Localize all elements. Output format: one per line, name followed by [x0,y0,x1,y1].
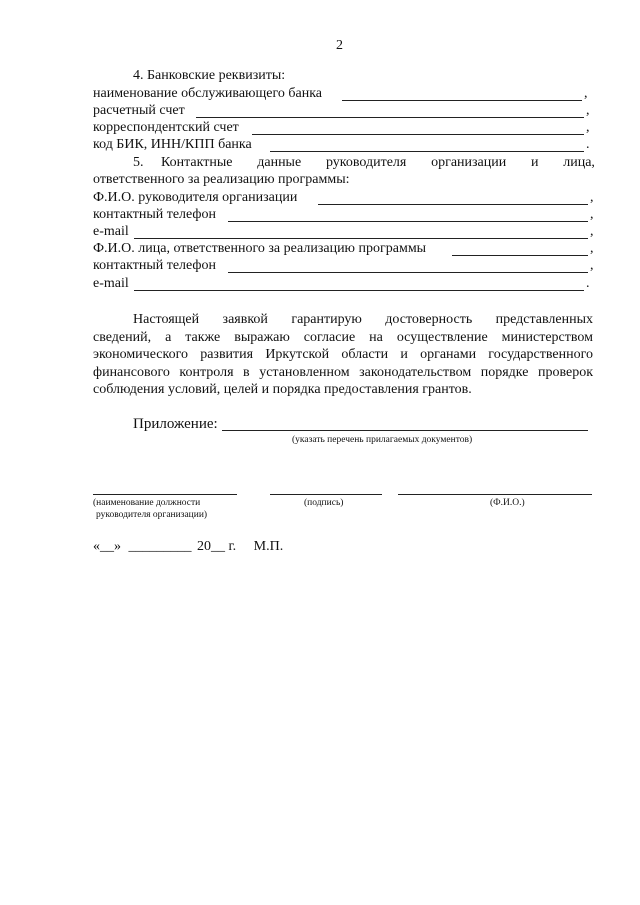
head-phone-comma: , [590,207,594,222]
resp-email-period: . [586,276,590,291]
section4-heading: 4. Банковские реквизиты: [133,68,286,83]
head-phone-label: контактный телефон [93,207,216,222]
account-label: расчетный счет [93,103,185,118]
head-fio-field[interactable] [318,204,588,205]
bank-name-field[interactable] [342,100,582,101]
account-field[interactable] [196,117,584,118]
bank-name-comma: , [584,86,588,101]
bank-name-label: наименование обслуживающего банка [93,86,323,101]
declaration-paragraph [93,311,593,399]
resp-phone-comma: , [590,258,594,273]
declaration-line: экономического развития Иркутской области и органами государственного [93,347,593,362]
section5-heading-word: данные [257,155,302,170]
date-year[interactable]: 20__ г. [197,539,237,554]
fio-field[interactable] [398,494,592,495]
head-fio-label: Ф.И.О. руководителя организации [93,190,298,205]
resp-phone-label: контактный телефон [93,258,216,273]
bik-label: код БИК, ИНН/КПП банка [93,137,252,152]
bik-period: . [586,137,590,152]
section5-heading-word: руководителя [325,155,407,170]
section5-heading-word: и [531,155,539,170]
resp-email-label: e-mail [93,276,129,291]
declaration-line: Настоящей заявкой гарантирую достоверность представленных [133,312,593,327]
head-fio-comma: , [590,190,594,205]
position-field[interactable] [93,494,237,495]
bik-field[interactable] [270,151,584,152]
signature-field[interactable] [270,494,382,495]
section5-heading [161,155,595,171]
attachment-label: Приложение: [133,416,218,432]
head-phone-field[interactable] [228,221,588,222]
head-email-comma: , [590,224,594,239]
account-comma: , [586,103,590,118]
declaration-line: сведений, а также выражаю согласие на осуществление министерством [93,329,593,345]
section5-number: 5. [133,155,144,170]
section5-heading-word: организации [431,155,507,170]
section5-heading-line2: ответственного за реализацию программы: [93,172,350,187]
resp-phone-field[interactable] [228,272,588,273]
position-hint-line2: руководителя организации) [96,510,208,520]
attachment-hint: (указать перечень прилагаемых документов) [292,435,473,445]
section5-heading-word: лица, [563,155,595,170]
corr-account-comma: , [586,120,590,135]
attachment-field[interactable] [222,430,588,431]
signature-hint: (подпись) [304,498,344,508]
resp-fio-label: Ф.И.О. лица, ответственного за реализацию программы [93,241,427,256]
stamp-mark: М.П. [253,539,284,554]
declaration-line: финансового контроля в установленном законодательством порядке проверок [93,364,593,380]
resp-fio-field[interactable] [452,255,588,256]
date-month[interactable]: _________ [128,539,192,554]
resp-email-field[interactable] [134,290,584,291]
resp-fio-comma: , [590,241,594,256]
corr-account-field[interactable] [252,134,584,135]
declaration-line: соблюдения условий, целей и порядка предоставления грантов. [93,382,472,397]
fio-hint: (Ф.И.О.) [490,498,525,508]
head-email-label: e-mail [93,224,129,239]
position-hint-line1: (наименование должности [93,498,201,508]
corr-account-label: корреспондентский счет [93,120,239,135]
date-line [93,539,283,555]
date-day[interactable]: «__» [93,539,121,554]
page-number: 2 [336,38,343,53]
head-email-field[interactable] [134,238,588,239]
section5-heading-word: Контактные [161,155,233,170]
